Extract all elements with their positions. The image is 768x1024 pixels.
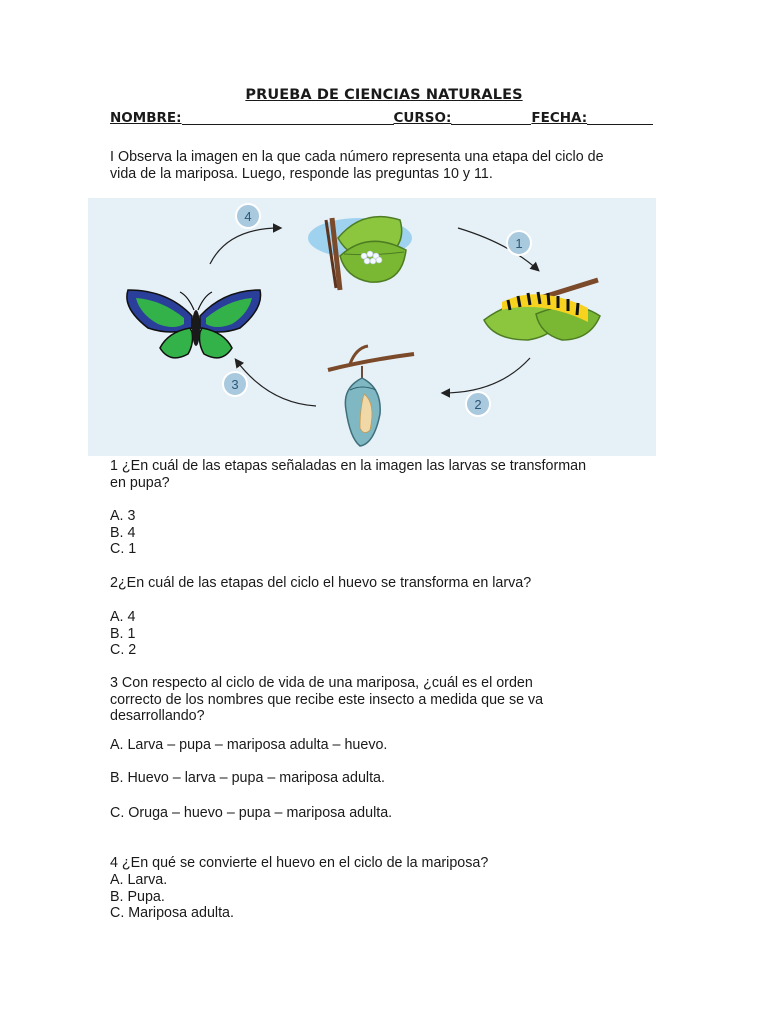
option[interactable]: A. 4 (110, 609, 136, 625)
question-2: 2¿En cuál de las etapas del ciclo el huevo se transforma en larva? (110, 575, 532, 591)
option[interactable]: C. Mariposa adulta. (110, 905, 234, 921)
fecha-blank[interactable] (587, 111, 653, 125)
intro-instructions: I Observa la imagen en la que cada número representa una etapa del ciclo de vida de la mariposa. Luego, responde las preguntas 10 y 11. (110, 149, 604, 182)
stage-badge-4 (236, 204, 260, 228)
option[interactable]: B. Pupa. (110, 888, 165, 905)
cycle-arrow-2 (443, 358, 530, 393)
chrysalis-icon (328, 346, 414, 446)
question-3-option-c[interactable]: C. Oruga – huevo – pupa – mariposa adulta. (110, 805, 393, 821)
option[interactable]: B. 4 (110, 524, 136, 541)
stage-badge-3 (223, 372, 247, 396)
option[interactable]: B. 1 (110, 625, 136, 642)
curso-blank[interactable] (451, 111, 531, 125)
question-1: 1 ¿En cuál de las etapas señaladas en la imagen las larvas se transforman en pupa? (110, 458, 587, 491)
curso-label: CURSO: (393, 110, 452, 126)
nombre-blank[interactable] (182, 111, 394, 125)
butterfly-life-cycle-figure (88, 198, 656, 456)
stage-badge-2 (466, 392, 490, 416)
fecha-label: FECHA: (531, 110, 588, 126)
svg-text:2: 2 (474, 397, 482, 412)
butterfly-icon (127, 290, 261, 358)
life-cycle-illustration (88, 198, 656, 456)
option[interactable]: C. 1 (110, 541, 137, 557)
option[interactable]: A. Larva. (110, 872, 168, 888)
question-4: 4 ¿En qué se convierte el huevo en el ciclo de la mariposa? (110, 855, 489, 871)
question-4-options (110, 872, 234, 922)
eggs-on-leaf-icon (308, 217, 412, 290)
cycle-arrow-4 (210, 228, 280, 264)
cycle-arrow-3 (236, 360, 316, 406)
question-3: 3 Con respecto al ciclo de vida de una mariposa, ¿cuál es el orden correcto de los nombres que recibe este insecto a medida que se va desarrollando? (110, 675, 544, 724)
nombre-label: NOMBRE: (110, 110, 182, 126)
option[interactable]: C. 2 (110, 642, 137, 658)
option[interactable]: A. 3 (110, 508, 136, 524)
svg-text:1: 1 (515, 236, 523, 251)
stage-badge-1 (507, 231, 531, 255)
caterpillar-on-leaf-icon (484, 280, 600, 340)
page-title: PRUEBA DE CIENCIAS NATURALES (245, 87, 523, 103)
svg-text:4: 4 (244, 209, 252, 224)
question-3-option-a[interactable]: A. Larva – pupa – mariposa adulta – huevo. (110, 737, 388, 753)
question-3-option-b[interactable]: B. Huevo – larva – pupa – mariposa adulta. (110, 770, 385, 786)
svg-text:3: 3 (231, 377, 239, 392)
question-2-options (110, 609, 136, 659)
question-1-options (110, 508, 136, 558)
student-info-line (110, 110, 658, 126)
